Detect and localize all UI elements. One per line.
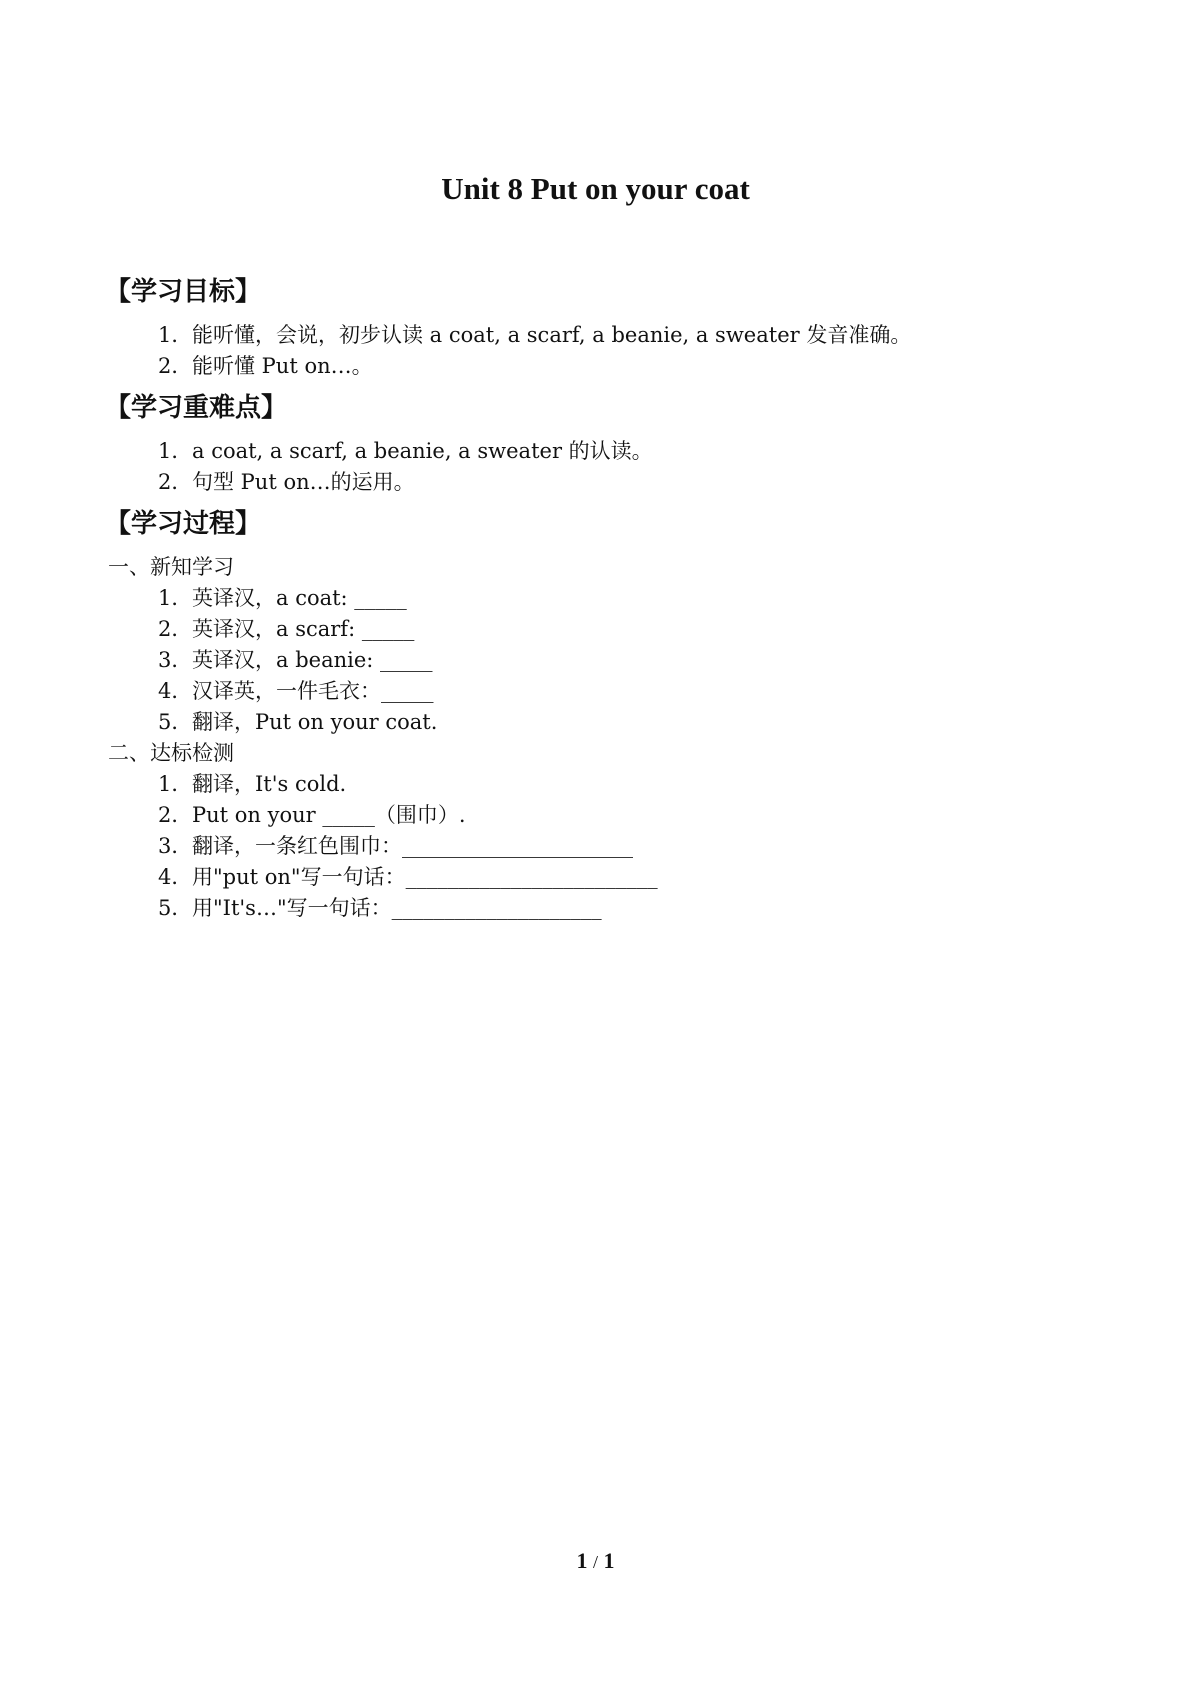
item-text: 用"It's…"写一句话：____________________ — [192, 896, 602, 920]
item-number: 2． — [158, 354, 193, 378]
item-text: Put on your _____（围巾）. — [192, 803, 466, 827]
list-item — [158, 893, 658, 924]
list-item — [158, 320, 911, 351]
page-separator: / — [592, 1552, 598, 1572]
list-item — [158, 583, 437, 614]
item-text: 能听懂 Put on…。 — [192, 354, 373, 378]
new-knowledge-list — [158, 583, 437, 738]
item-text: 英译汉，a scarf: _____ — [192, 617, 415, 641]
item-number: 1． — [158, 439, 193, 463]
item-text: 翻译，It's cold. — [192, 772, 347, 796]
item-number: 1． — [158, 323, 193, 347]
item-number: 3． — [158, 648, 193, 672]
item-text: 翻译，Put on your coat. — [192, 710, 438, 734]
section-new-knowledge-label: 一、新知学习 — [108, 555, 234, 579]
list-item — [158, 645, 437, 676]
item-number: 2． — [158, 617, 193, 641]
section-assessment-label: 二、达标检测 — [108, 741, 234, 765]
list-item — [158, 769, 658, 800]
goals-list — [158, 320, 911, 382]
item-text: 汉译英，一件毛衣：_____ — [192, 679, 434, 703]
document-title: Unit 8 Put on your coat — [441, 171, 750, 206]
list-item — [158, 862, 658, 893]
item-text: 用"put on"写一句话：________________________ — [192, 865, 658, 889]
item-text: 英译汉，a beanie: _____ — [192, 648, 433, 672]
process-heading: 【学习过程】 — [105, 509, 262, 539]
item-number: 2． — [158, 803, 193, 827]
item-number: 5． — [158, 710, 193, 734]
current-page: 1 — [576, 1548, 588, 1573]
item-text: 句型 Put on…的运用。 — [192, 470, 415, 494]
item-number: 5． — [158, 896, 193, 920]
list-item — [158, 707, 437, 738]
key-points-list — [158, 436, 653, 498]
page-number — [0, 1547, 1191, 1576]
item-number: 1． — [158, 586, 193, 610]
list-item — [158, 467, 653, 498]
list-item — [158, 351, 911, 382]
item-number: 4． — [158, 679, 193, 703]
total-pages: 1 — [603, 1548, 615, 1573]
list-item — [158, 614, 437, 645]
assessment-list — [158, 769, 658, 924]
list-item — [158, 831, 658, 862]
goals-heading: 【学习目标】 — [105, 277, 262, 307]
item-number: 3． — [158, 834, 193, 858]
item-text: 英译汉，a coat: _____ — [192, 586, 407, 610]
item-number: 4． — [158, 865, 193, 889]
key-points-heading: 【学习重难点】 — [105, 393, 288, 423]
list-item — [158, 436, 653, 467]
item-text: a coat, a scarf, a beanie, a sweater 的认读。 — [192, 439, 653, 463]
list-item — [158, 800, 658, 831]
item-text: 能听懂，会说，初步认读 a coat, a scarf, a beanie, a sweater 发音准确。 — [192, 323, 912, 347]
item-text: 翻译，一条红色围巾：______________________ — [192, 834, 633, 858]
list-item — [158, 676, 437, 707]
item-number: 2． — [158, 470, 193, 494]
item-number: 1． — [158, 772, 193, 796]
